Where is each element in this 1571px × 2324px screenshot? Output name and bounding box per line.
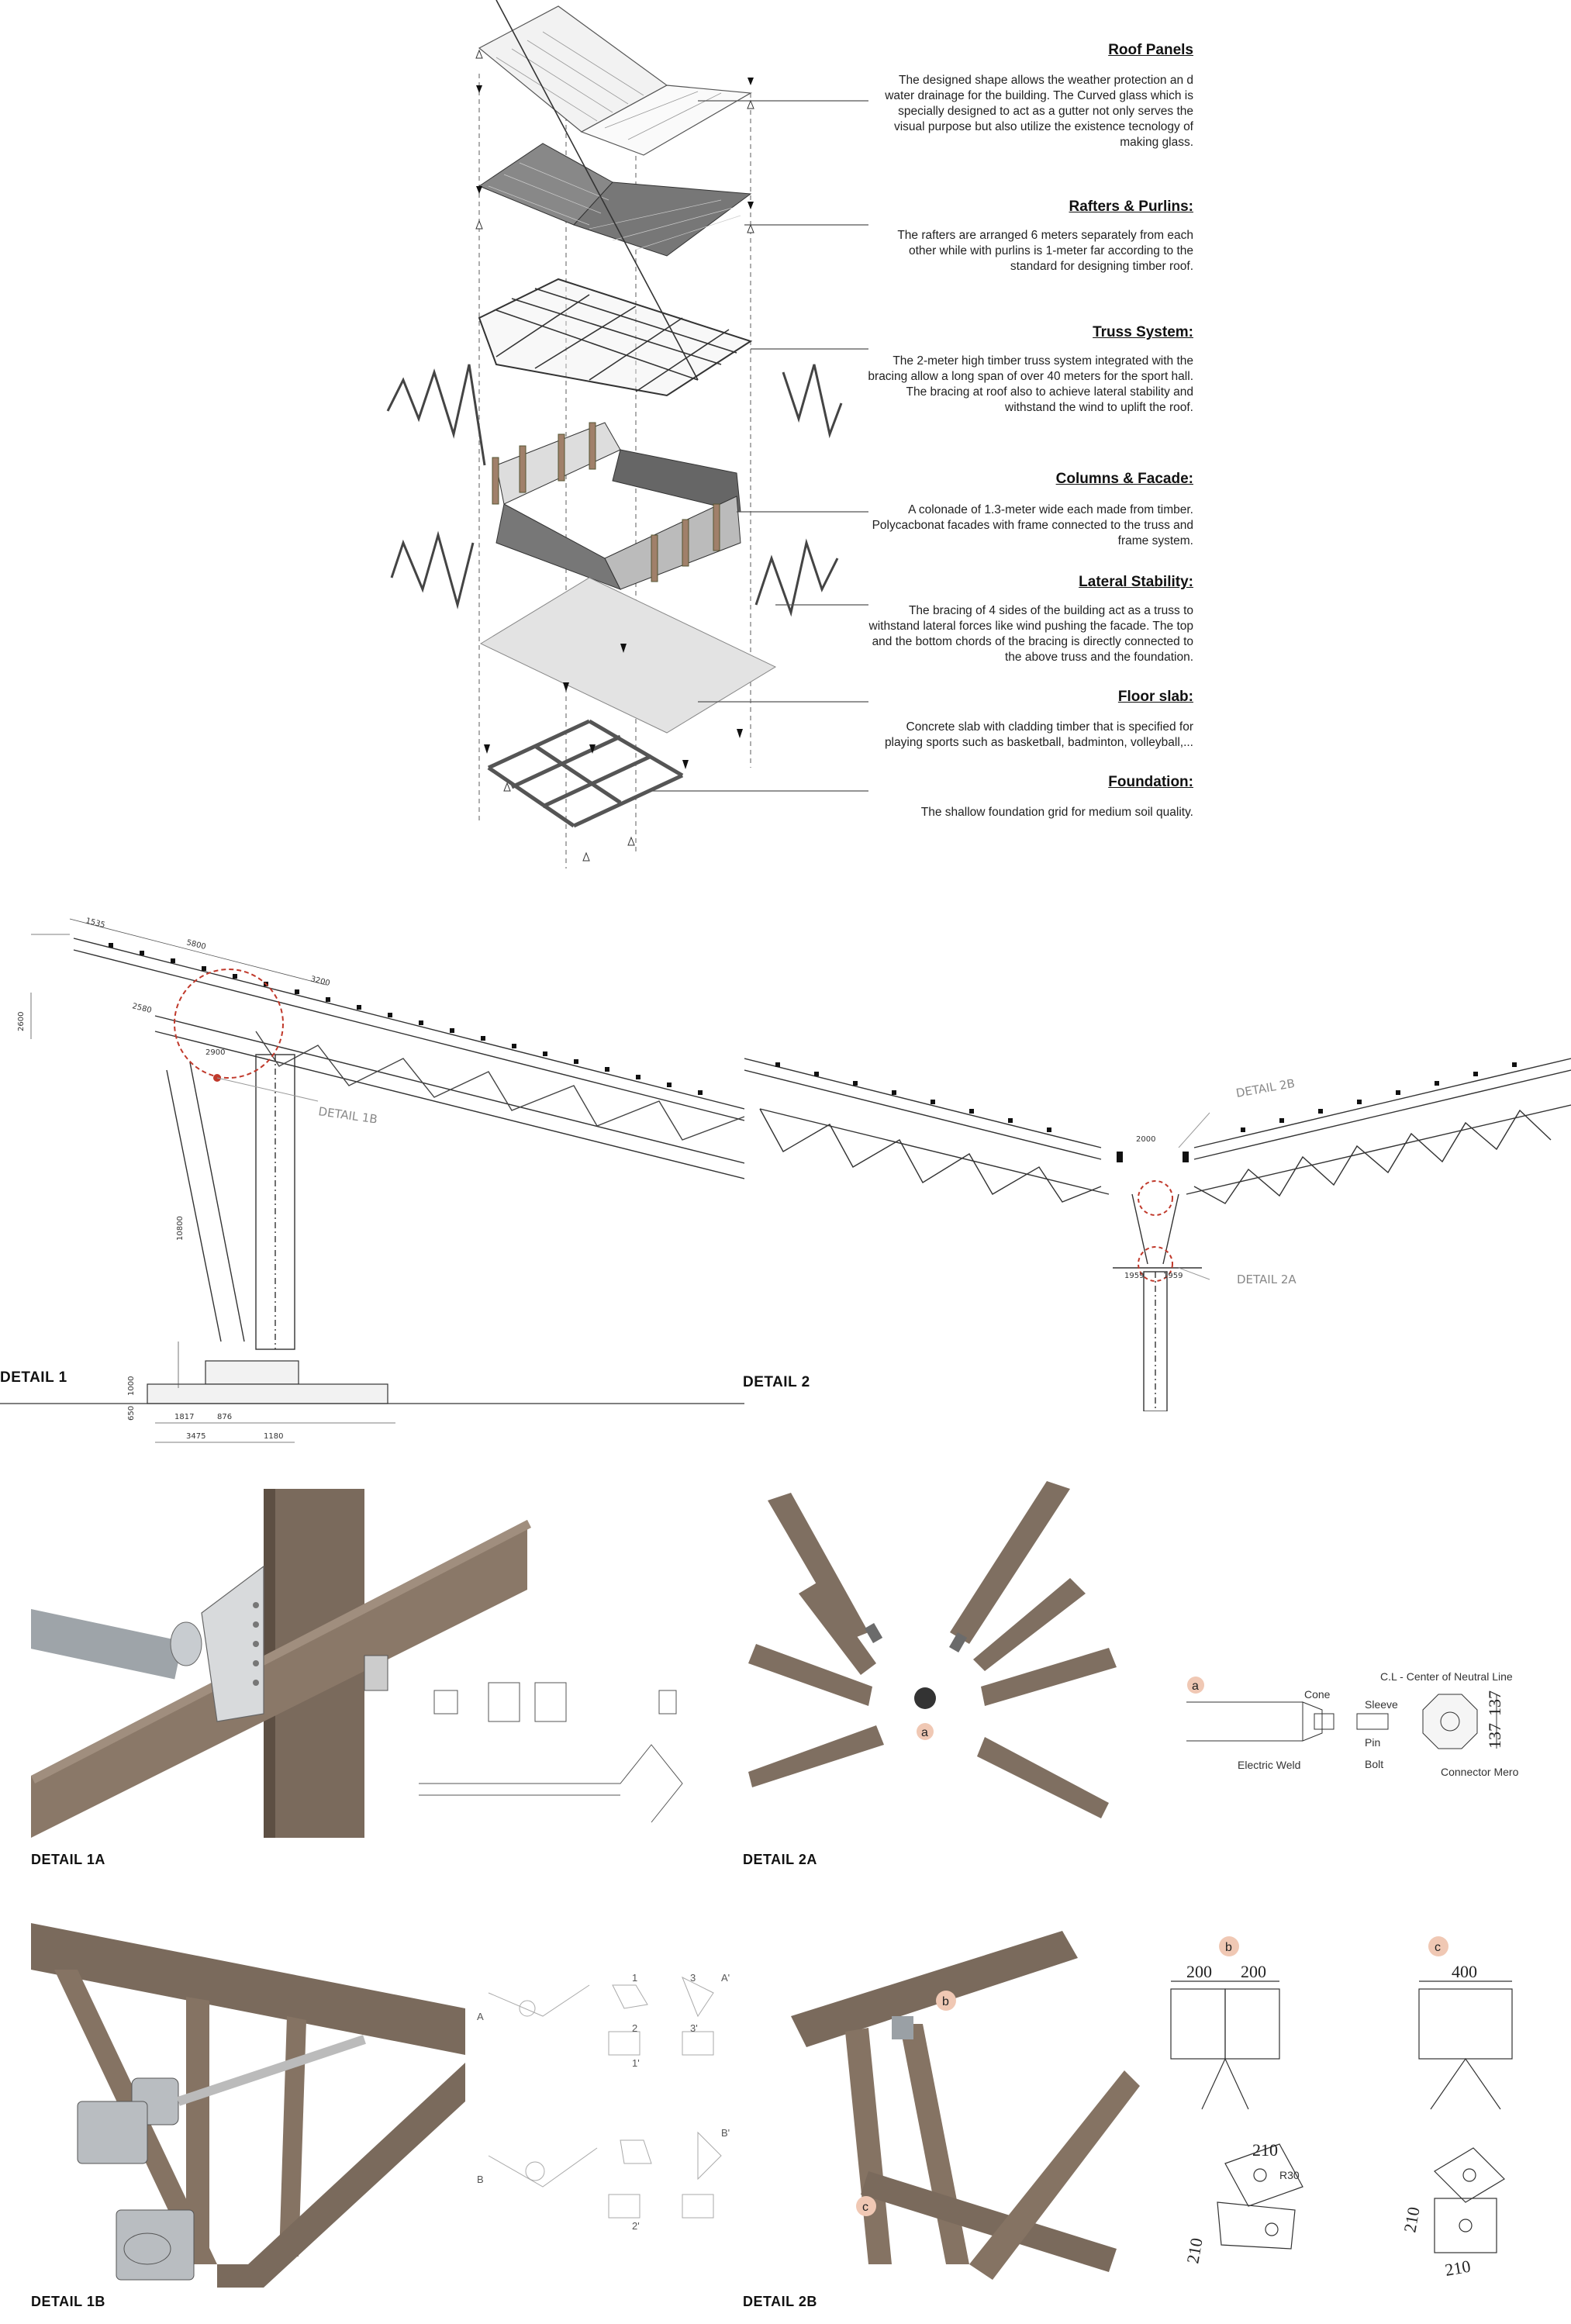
dim-2580: 2580 xyxy=(131,1002,153,1016)
dim-1180: 1180 xyxy=(264,1432,284,1441)
layer-title: Floor slab: xyxy=(1117,689,1193,705)
mero-electric-weld: Electric Weld xyxy=(1238,1759,1301,1771)
detail-1-drawing xyxy=(0,907,744,1450)
layer-title: Foundation: xyxy=(1108,774,1193,790)
plate-sketches xyxy=(1163,1923,1551,2288)
sketch-bp: B' xyxy=(721,2127,730,2139)
plate-c-d2: 210 xyxy=(1443,2256,1473,2280)
mero-pin: Pin xyxy=(1365,1736,1381,1749)
detail-1a-render xyxy=(31,1489,729,1838)
plate-b-d2: 210 xyxy=(1183,2236,1207,2265)
mero-sleeve: Sleeve xyxy=(1365,1698,1398,1711)
dim-650: 650 xyxy=(127,1405,136,1421)
sketch-n2p: 2' xyxy=(632,2220,640,2232)
foundation-grid xyxy=(489,721,682,826)
plate-c-marker: c xyxy=(1435,1941,1441,1954)
sketch-n3p: 3' xyxy=(690,2022,698,2034)
plate-b-marker: b xyxy=(1225,1941,1232,1954)
detail-1b-render xyxy=(31,1923,465,2288)
marker-a-mero: a xyxy=(1192,1680,1199,1693)
dim-1959-b: 1959 xyxy=(1163,1272,1183,1280)
dim-3200: 3200 xyxy=(309,975,331,989)
plate-b-d1: 210 xyxy=(1252,2140,1278,2160)
detail-2b-render xyxy=(775,1923,1140,2280)
plate-c-w: 400 xyxy=(1452,1962,1477,1981)
rafters-purlins xyxy=(479,143,751,256)
plate-b-w1: 200 xyxy=(1186,1962,1212,1981)
dim-1535: 1535 xyxy=(85,917,106,931)
layer-desc: The rafters are arranged 6 meters separately from each other while with purlins is 1-meter far according to the standard for designing timber roof. xyxy=(897,229,1193,273)
dim-2000: 2000 xyxy=(1136,1135,1156,1144)
mero-center-line: C.L - Center of Neutral Line xyxy=(1380,1670,1513,1683)
layer-title: Rafters & Purlins: xyxy=(1069,199,1193,215)
detail-1-label: DETAIL 1 xyxy=(0,1369,67,1386)
detail-2-label: DETAIL 2 xyxy=(743,1374,810,1390)
sketch-n1p: 1' xyxy=(632,2057,640,2069)
sketch-a: A xyxy=(477,2011,484,2022)
callout-detail-2a: DETAIL 2A xyxy=(1237,1273,1297,1286)
layer-desc: The shallow foundation grid for medium soil quality. xyxy=(920,806,1193,819)
layer-desc: The bracing of 4 sides of the building act as a truss to withstand lateral forces like wind pushing the facade. The top and the bottom chords of the bracing is directly connected to the above truss and the foundation. xyxy=(868,604,1193,664)
callout-detail-2b: DETAIL 2B xyxy=(1234,1076,1297,1100)
callout-detail-1b: DETAIL 1B xyxy=(317,1104,378,1127)
layer-desc: The 2-meter high timber truss system integrated with the bracing allow a long span of over 40 meters for the sport hall. The bracing at roof also to achieve lateral stability and withstand the wind to uplift the roof. xyxy=(868,354,1193,414)
marker-b-2b: b xyxy=(942,1995,949,2008)
dim-1817: 1817 xyxy=(174,1413,195,1421)
mero-bolt: Bolt xyxy=(1365,1758,1384,1770)
layer-title: Lateral Stability: xyxy=(1079,574,1193,590)
marker-a-2a: a xyxy=(921,1726,928,1739)
layer-desc: The designed shape allows the weather protection an d water drainage for the building. The Curved glass which is specially designed to act as a gutter not only serves the visual purpose but also utilize the existence tecnology of making glass. xyxy=(885,74,1193,149)
dim-876: 876 xyxy=(217,1413,233,1421)
mero-cone: Cone xyxy=(1304,1688,1331,1701)
detail-2-drawing xyxy=(744,1024,1571,1411)
detail-1a-label: DETAIL 1A xyxy=(31,1852,105,1867)
marker-c-2b: c xyxy=(862,2201,868,2214)
mero-dim-1: 137 xyxy=(1485,1690,1504,1716)
detail-2a-label: DETAIL 2A xyxy=(743,1852,817,1867)
sketch-b: B xyxy=(477,2174,484,2185)
sketch-n1: 1 xyxy=(632,1972,638,1984)
dim-1959-a: 1959 xyxy=(1124,1272,1145,1280)
layer-desc: A colonade of 1.3-meter wide each made from timber. Polycacbonat facades with frame connected to the truss and frame system. xyxy=(872,503,1193,547)
roof-panels xyxy=(479,6,751,155)
detail-1b-sketches xyxy=(473,1962,783,2288)
dim-5800: 5800 xyxy=(185,938,207,952)
detail-1b-label: DETAIL 1B xyxy=(31,2294,105,2309)
plate-b-w2: 200 xyxy=(1241,1962,1266,1981)
columns-facade xyxy=(492,423,741,589)
mero-connector: Connector Mero xyxy=(1441,1766,1519,1778)
layer-desc: Concrete slab with cladding timber that is specified for playing sports such as basketball, badminton, volleyball,... xyxy=(884,720,1193,749)
dim-10800: 10800 xyxy=(176,1216,185,1241)
detail-2b-label: DETAIL 2B xyxy=(743,2294,817,2309)
layer-title: Roof Panels xyxy=(1108,42,1193,58)
mero-dim-2: 137 xyxy=(1485,1723,1504,1749)
dim-1000: 1000 xyxy=(127,1376,136,1396)
layer-title: Truss System: xyxy=(1093,324,1193,340)
plate-c-d1: 210 xyxy=(1400,2205,1424,2234)
detail-2a-render xyxy=(744,1477,1571,1842)
dim-3475: 3475 xyxy=(186,1432,206,1441)
layer-title: Columns & Facade: xyxy=(1055,471,1193,487)
plate-b-radius: R30 xyxy=(1279,2169,1300,2181)
exploded-axonometric xyxy=(0,0,868,876)
sketch-ap: A' xyxy=(721,1972,730,1984)
dim-2900: 2900 xyxy=(205,1048,226,1057)
sketch-n2: 2 xyxy=(632,2022,638,2034)
floor-slab xyxy=(481,578,775,733)
sketch-n3: 3 xyxy=(690,1972,696,1984)
dim-2600: 2600 xyxy=(17,1011,26,1031)
